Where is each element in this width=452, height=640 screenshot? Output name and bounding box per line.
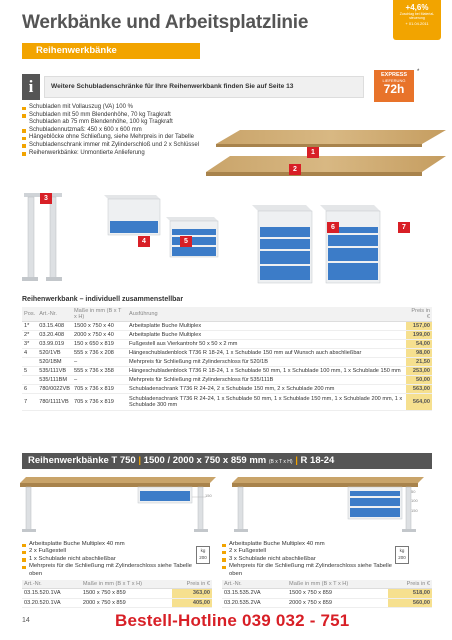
feature-item: Schubladennutzmaß: 450 x 600 x 600 mm [22, 127, 262, 135]
product-band: Reihenwerkbänke T 750 | 1500 / 2000 x 750 x 859 mm (B x T x H) | R 18-24 [22, 453, 432, 469]
table-row: 03.20.535.2VA 2000 x 750 x 859 560,00 [224, 599, 430, 606]
load-capacity-icon: kg 200 [395, 546, 409, 564]
position-badge-6: 6 [327, 222, 339, 233]
table-row: 03.15.535.2VA 1500 x 750 x 859 518,00 [224, 590, 430, 597]
feature-item: Schubladen mit Vollauszug (VA) 100 % [22, 104, 262, 112]
product-right-features [222, 541, 392, 578]
info-icon: i [22, 74, 40, 100]
footnote-mark: * [417, 69, 420, 75]
product-right-table [222, 580, 432, 608]
feature-item: Mehrpreis für die Schließung mit Zylinderschloss siehe Tabelle oben [22, 563, 192, 578]
table-header-row: Art.-Nr. Maße in mm (B x T x H) Preis in € [24, 581, 210, 587]
feature-item: Schubladen mit 50 mm Blendenhöhe, 70 kg Tragkraft [22, 112, 262, 120]
table-title: Reihenwerkbank – individuell zusammenstellbar [22, 296, 184, 303]
feature-item: 2 x Fußgestell [222, 548, 392, 555]
table-row: 4 520/1VB 555 x 736 x 208 Hängeschubladenblock T736 R 18-24, 1 x Schublade 150 mm auf Wunsch auch abschließbar 98,00 [24, 350, 430, 356]
order-hotline: Bestell-Hotline 039 032 - 751 [115, 611, 350, 630]
product-left-features [22, 541, 192, 578]
worktop-illustration [200, 126, 450, 184]
table-row: 535/111BM – Mehrpreis für Schließung mit Zylinderschloss für 535/111B 50,00 [22, 376, 432, 385]
table-row: 1* 03.15.408 1500 x 750 x 40 Arbeitsplatte Buche Multiplex 157,00 [24, 323, 430, 329]
components-illustration [20, 185, 440, 290]
drawer-height-label: 150 [205, 493, 212, 498]
position-badge-5: 5 [180, 236, 192, 247]
table-header-row: Pos. Art.-Nr. Maße in mm (B x T x H) Ausführung Preis in € [24, 308, 430, 320]
table-row: 2* 03.20.408 2000 x 750 x 40 Arbeitsplatte Buche Multiplex 199,00 [24, 332, 430, 338]
feature-item: Schubladenschrank immer mit Zylinderschloß und 2 x Schlüssel [22, 142, 262, 150]
product-left-table [22, 580, 212, 608]
table-row: 520/1BM – Mehrpreis für Schließung mit Zylinderschloss für 520/1B 21,50 [22, 358, 432, 367]
feature-item: Arbeitsplatte Buche Multiplex 40 mm [222, 541, 392, 548]
table-header-row: Art.-Nr. Maße in mm (B x T x H) Preis in € [224, 581, 430, 587]
feature-item: 3 x Schublade nicht abschließbar [222, 556, 392, 563]
drawer-height-label: 50 [411, 489, 416, 494]
feature-item: Reihenwerkbänke: Unmontierte Anlieferung [22, 150, 262, 158]
feature-item: Schubladen ab 75 mm Blendenhöhe, 100 kg Tragkraft [29, 119, 173, 126]
leg [28, 197, 34, 279]
section-title: Reihenwerkbänke [22, 43, 200, 59]
worktop-2 [206, 156, 446, 172]
position-badge-1: 1 [307, 147, 319, 158]
info-note: Weitere Schubladenschränke für Ihre Reihenwerkbank finden Sie auf Seite 13 [44, 76, 364, 98]
drawer-height-label: 150 [411, 508, 418, 513]
load-capacity-icon: kg 200 [196, 546, 210, 564]
feature-item: Hängeblöcke ohne Schließung, siehe Mehrpreis in der Tabelle [22, 134, 262, 142]
table-row: 6 780/0022VB 705 x 736 x 819 Schubladenschrank T736 R 24-24, 2 x Schublade 150 mm, 2 x Schublade 200 mm 563,00 [24, 386, 430, 392]
feature-item: Mehrpreis für die Schließung mit Zylinderschloss siehe Tabelle oben [222, 563, 392, 578]
table-row: 3* 03.99.019 150 x 650 x 819 Fußgestell aus Vierkantrohr 50 x 50 x 2 mm 54,00 [24, 341, 430, 347]
position-badge-2: 2 [289, 164, 301, 175]
price-surcharge-badge: +4,6% Zuschlag bei Material- steuerung + 01.04.2011 [393, 0, 441, 40]
drawer-front [140, 491, 190, 501]
position-badge-7: 7 [398, 222, 410, 233]
position-badge-4: 4 [138, 236, 150, 247]
table-row: 03.15.520.1VA 1500 x 750 x 859 363,00 [24, 590, 210, 597]
benches-illustration [20, 473, 435, 535]
feature-item: Arbeitsplatte Buche Multiplex 40 mm [22, 541, 192, 548]
leg [50, 197, 56, 279]
position-badge-3: 3 [40, 193, 52, 204]
feature-item: 1 x Schublade nicht abschließbar [22, 556, 192, 563]
page-title: Werkbänke und Arbeitsplatzlinie [22, 12, 309, 33]
feature-item: 2 x Fußgestell [22, 548, 192, 555]
worktop-1 [216, 130, 446, 144]
express-delivery-badge: EXPRESS LIEFERUNG 72h [374, 70, 414, 102]
table-row: 5 535/111VB 555 x 736 x 358 Hängeschubladenblock T736 R 18-24, 1 x Schublade 50 mm, 1 x Schublade 100 mm, 1 x Schublade 150 mm 253,00 [24, 368, 430, 374]
page-number: 14 [22, 617, 30, 624]
table-row: 7 780/1111VB 705 x 736 x 819 Schubladenschrank T736 R 24-24, 1 x Schublade 50 mm, 1 x Schublade 150 mm, 1 x Schublade 200 mm, 1 x Schublade 300 mm 564,00 [22, 394, 432, 411]
drawer-height-label: 100 [411, 498, 418, 503]
drawer-front [110, 221, 158, 233]
table-row: 03.20.520.1VA 2000 x 750 x 859 405,00 [24, 599, 210, 606]
components-table [22, 307, 432, 411]
